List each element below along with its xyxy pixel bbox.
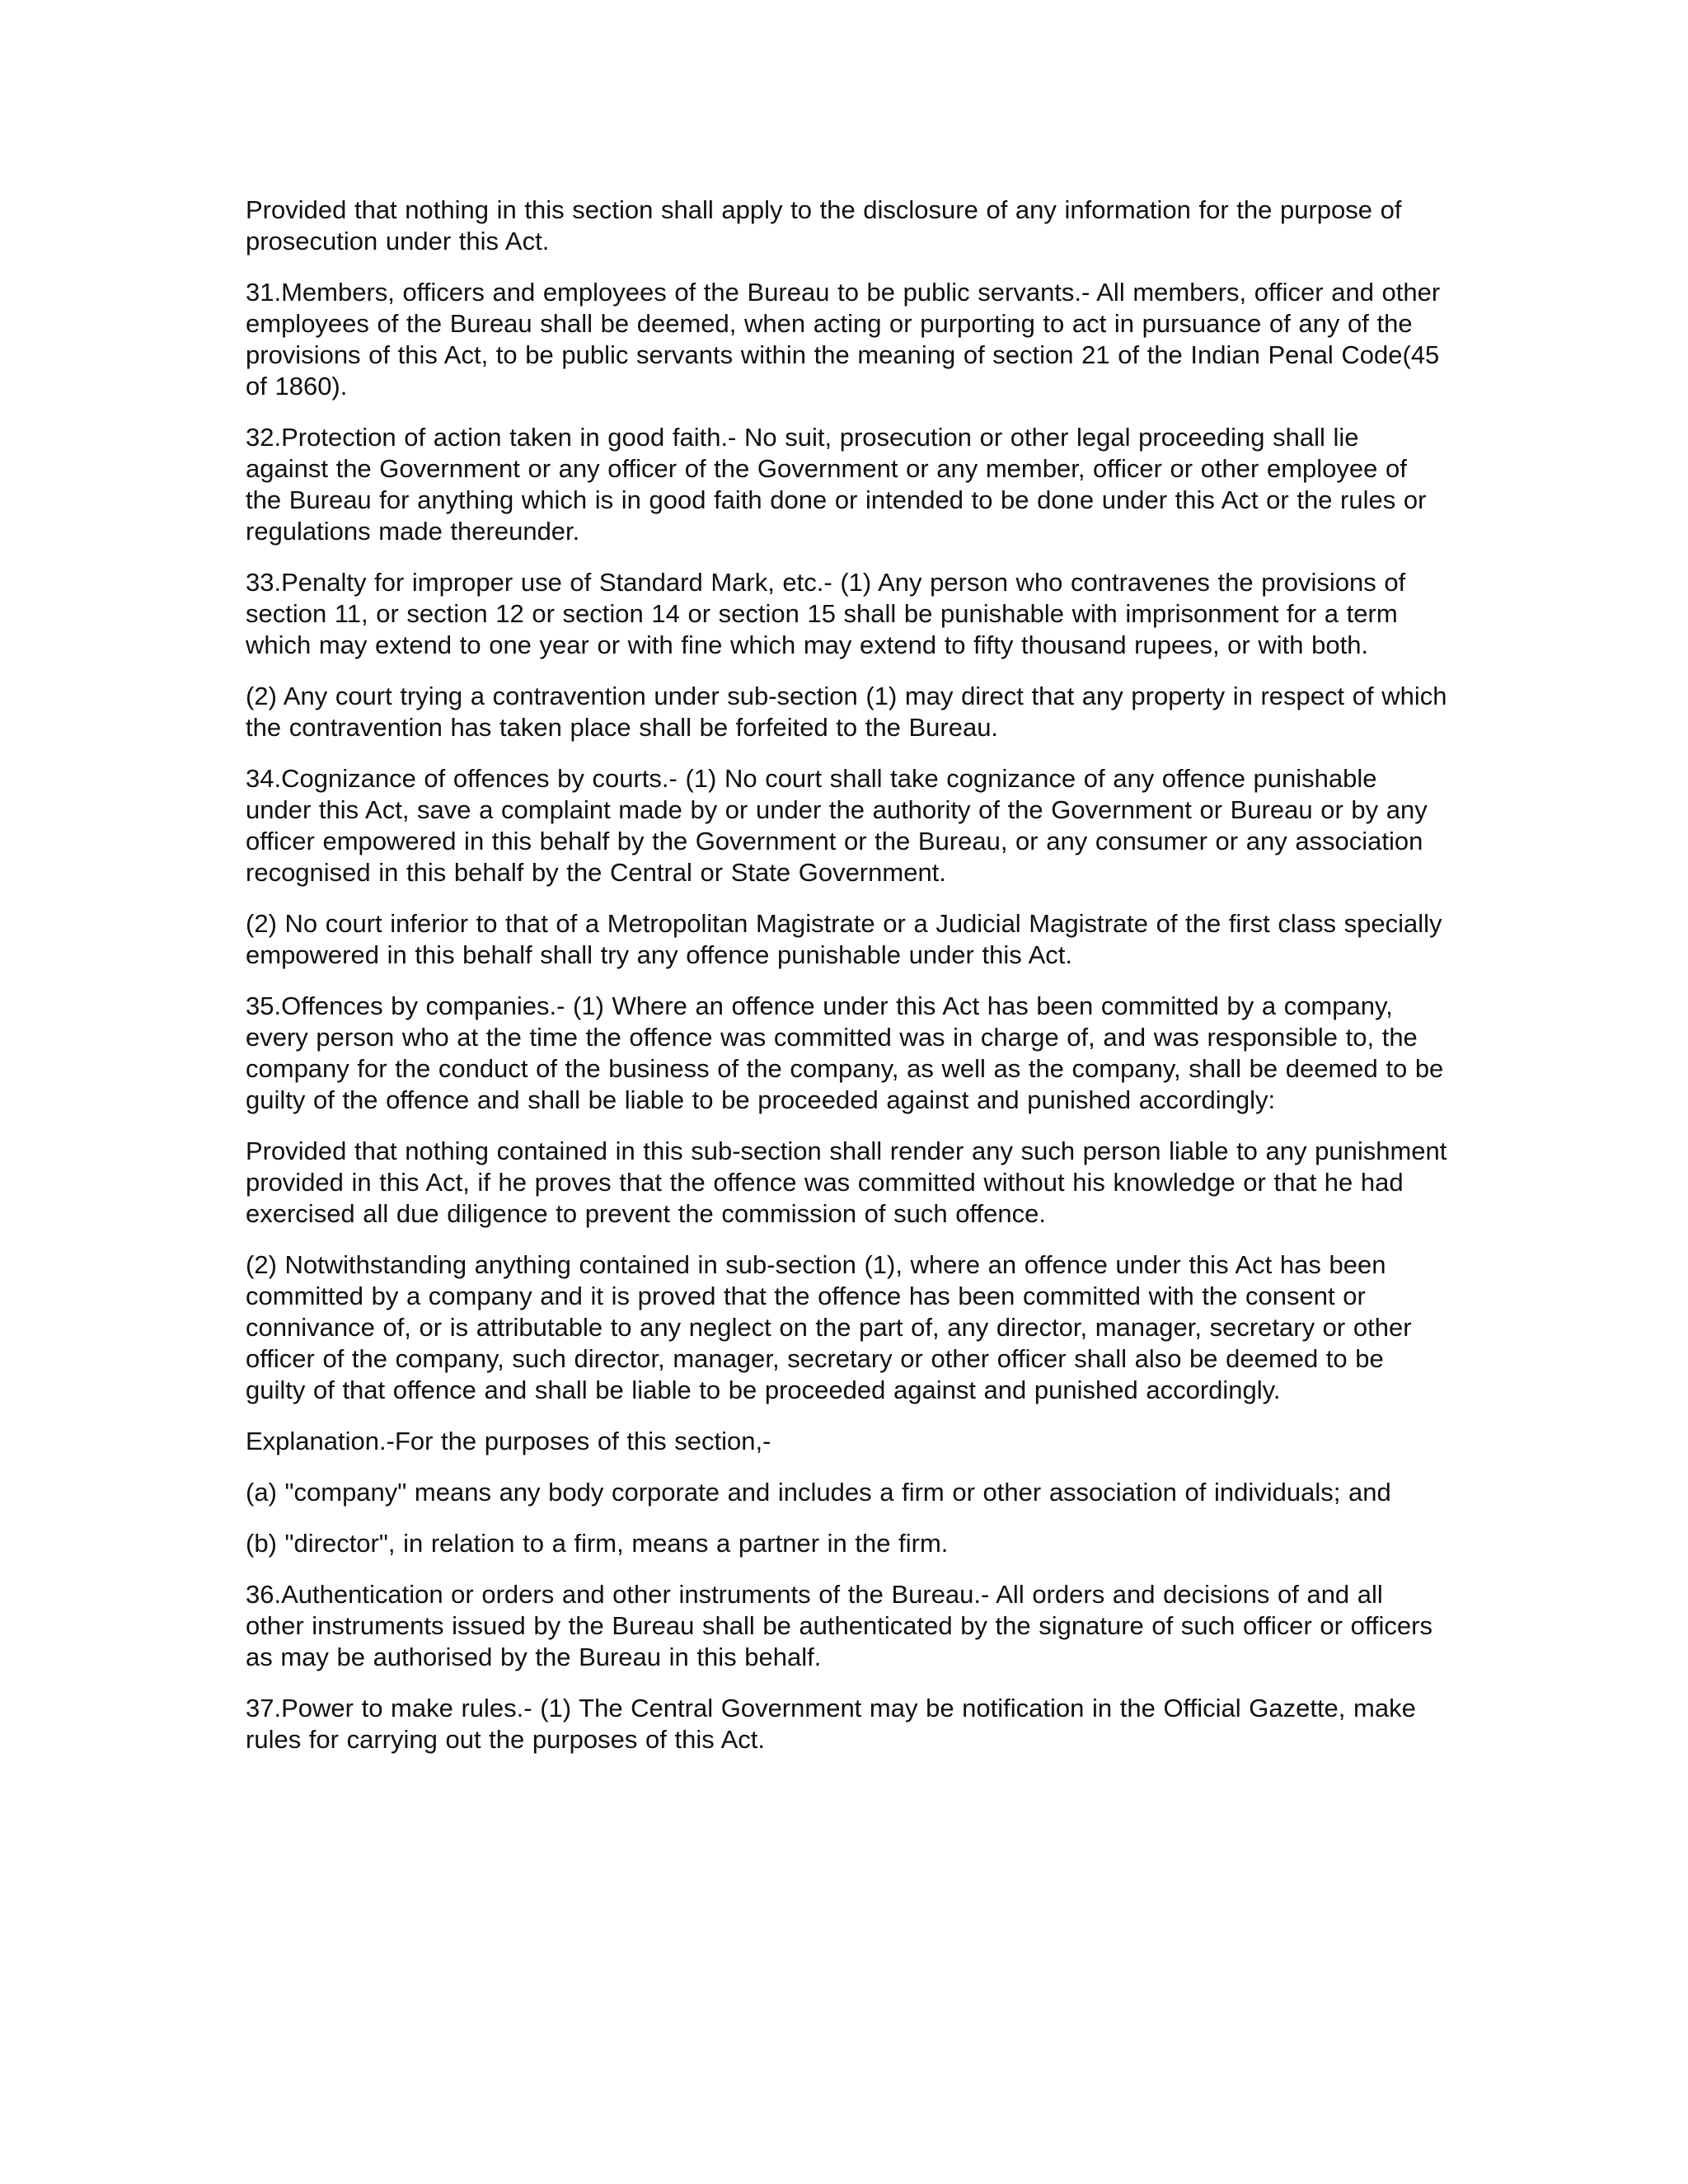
section-35-1-paragraph: 35.Offences by companies.- (1) Where an offence under this Act has been committed by a company, every person who at the time the offence was committed was in charge of, and was responsible to, the company for the conduct of the business of the company, as well as the company, shall be deemed to be guilty of the offence and shall be liable to be proceeded against and punished accordingly: [246, 991, 1444, 1114]
section-33-2-paragraph: (2) Any court trying a contravention under sub-section (1) may direct that any property in respect of which the contravention has taken place shall be forfeited to the Bureau. [246, 682, 1447, 742]
section-35-proviso-paragraph: Provided that nothing contained in this sub-section shall render any such person liable to any punishment provided in this Act, if he proves that the offence was committed without his knowledge or that he had exercised all due diligence to prevent the commission of such offence. [246, 1137, 1447, 1228]
explanation-heading: Explanation.-For the purposes of this section,- [246, 1427, 771, 1455]
explanation-a-paragraph: (a) "company" means any body corporate and includes a firm or other association of individuals; and [246, 1478, 1391, 1507]
section-34-1-paragraph: 34.Cognizance of offences by courts.- (1) No court shall take cognizance of any offence punishable under this Act, save a complaint made by or under the authority of the Government or Bureau or by any officer empowered in this behalf by the Government or the Bureau, or any consumer or any association recognised in this behalf by the Central or State Government. [246, 764, 1428, 887]
proviso-disclosure-paragraph: Provided that nothing in this section shall apply to the disclosure of any information for the purpose of prosecution under this Act. [246, 195, 1402, 255]
explanation-b-paragraph: (b) "director", in relation to a firm, means a partner in the firm. [246, 1529, 949, 1558]
section-32-paragraph: 32.Protection of action taken in good faith.- No suit, prosecution or other legal proceeding shall lie against the Government or any officer of the Government or any member, officer or other employee of the Bureau for anything which is in good faith done or intended to be done under this Act or the rules or regulations made thereunder. [246, 423, 1427, 546]
section-34-2-paragraph: (2) No court inferior to that of a Metropolitan Magistrate or a Judicial Magistrate of the first class specially empowered in this behalf shall try any offence punishable under this Act. [246, 909, 1442, 969]
section-33-1-paragraph: 33.Penalty for improper use of Standard Mark, etc.- (1) Any person who contravenes the provisions of section 11, or section 12 or section 14 or section 15 shall be punishable with imprisonment for a term which may extend to one year or with fine which may extend to fifty thousand rupees, or with both. [246, 568, 1406, 659]
section-37-paragraph: 37.Power to make rules.- (1) The Central Government may be notification in the Official Gazette, make rules for carrying out the purposes of this Act. [246, 1694, 1416, 1754]
section-36-paragraph: 36.Authentication or orders and other instruments of the Bureau.- All orders and decisions of and all other instruments issued by the Bureau shall be authenticated by the signature of such officer or officers as may be authorised by the Bureau in this behalf. [246, 1580, 1432, 1671]
section-35-2-paragraph: (2) Notwithstanding anything contained in sub-section (1), where an offence under this Act has been committed by a company and it is proved that the offence has been committed with the consent or connivance of, or is attributable to any neglect on the part of, any director, manager, secretary or other officer of the company, such director, manager, secretary or other officer shall also be deemed to be guilty of that offence and shall be liable to be proceeded against and punished accordingly. [246, 1250, 1412, 1404]
document-body [246, 194, 1449, 1775]
section-31-paragraph: 31.Members, officers and employees of the Bureau to be public servants.- All members, officer and other employees of the Bureau shall be deemed, when acting or purporting to act in pursuance of any of the provisions of this Act, to be public servants within the meaning of section 21 of the Indian Penal Code(45 of 1860). [246, 278, 1441, 401]
